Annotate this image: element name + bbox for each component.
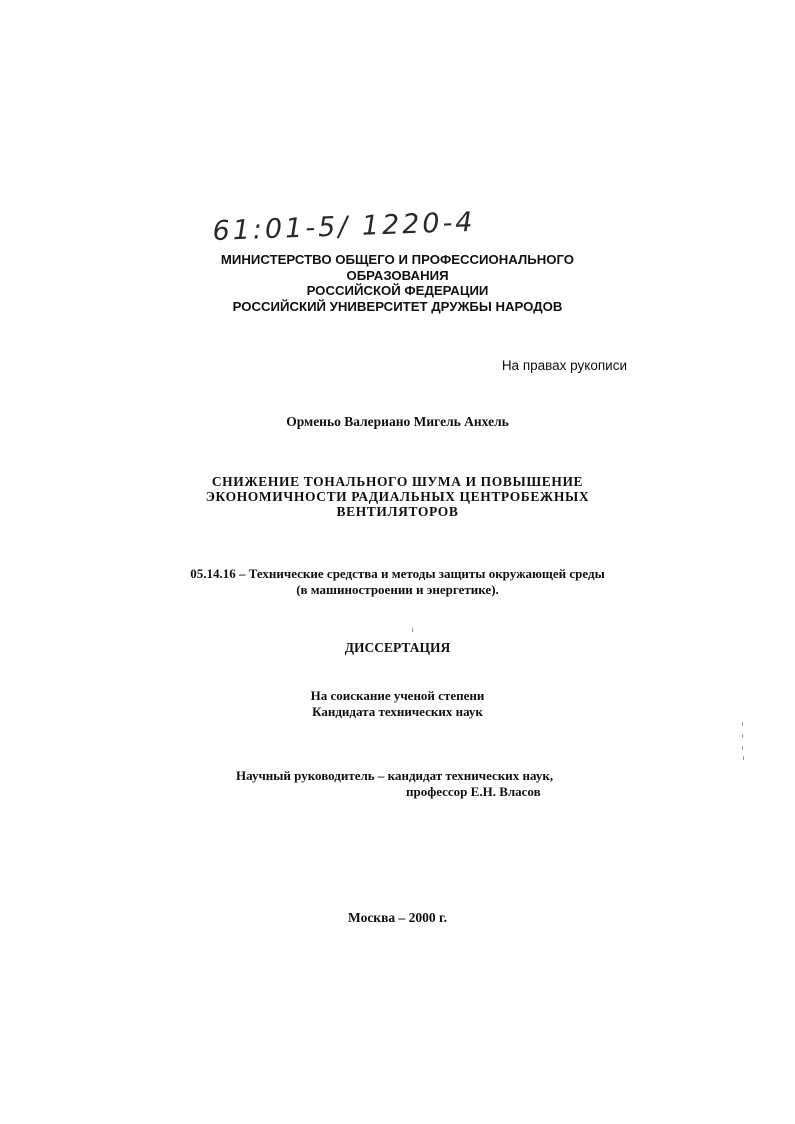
ministry-line-1: МИНИСТЕРСТВО ОБЩЕГО И ПРОФЕССИОНАЛЬНОГО xyxy=(220,252,575,267)
supervisor-line-1: Научный руководитель – кандидат технических наук, xyxy=(236,768,554,783)
specialty-line-1: 05.14.16 – Технические средства и методы защиты окружающей среды xyxy=(190,566,605,581)
manuscript-rights-note: На правах рукописи xyxy=(501,358,627,373)
city-year: Москва – 2000 г. xyxy=(348,910,447,925)
degree-statement xyxy=(0,688,795,720)
title-line-2: ЭКОНОМИЧНОСТИ РАДИАЛЬНЫХ ЦЕНТРОБЕЖНЫХ xyxy=(205,489,590,504)
ministry-line-3: РОССИЙСКОЙ ФЕДЕРАЦИИ xyxy=(306,283,489,298)
supervisor-block xyxy=(236,768,553,800)
ministry-line-2: ОБРАЗОВАНИЯ xyxy=(346,267,449,283)
ministry-header xyxy=(0,252,795,314)
scan-speck xyxy=(743,756,744,760)
degree-line-1: На соискание ученой степени xyxy=(310,688,485,703)
specialty-code xyxy=(0,566,795,598)
scan-speck xyxy=(742,734,743,738)
specialty-line-2: (в машиностроении и энергетике). xyxy=(296,582,499,597)
handwritten-catalog-code: 61:01-5/ 1220-4 xyxy=(212,206,476,247)
document-type: ДИССЕРТАЦИЯ xyxy=(344,640,451,655)
degree-line-2: Кандидата технических наук xyxy=(312,704,483,719)
author-name: Орменьо Валериано Мигель Анхель xyxy=(286,414,509,429)
supervisor-line-2: профессор Е.Н. Власов xyxy=(406,784,541,799)
scan-speck xyxy=(412,628,413,632)
title-line-3: ВЕНТИЛЯТОРОВ xyxy=(336,504,459,519)
university-name: РОССИЙСКИЙ УНИВЕРСИТЕТ ДРУЖБЫ НАРОДОВ xyxy=(232,298,563,314)
dissertation-title xyxy=(0,474,795,519)
scan-speck xyxy=(742,722,743,726)
title-line-1: СНИЖЕНИЕ ТОНАЛЬНОГО ШУМА И ПОВЫШЕНИЕ xyxy=(211,474,584,489)
scan-speck xyxy=(742,746,743,750)
